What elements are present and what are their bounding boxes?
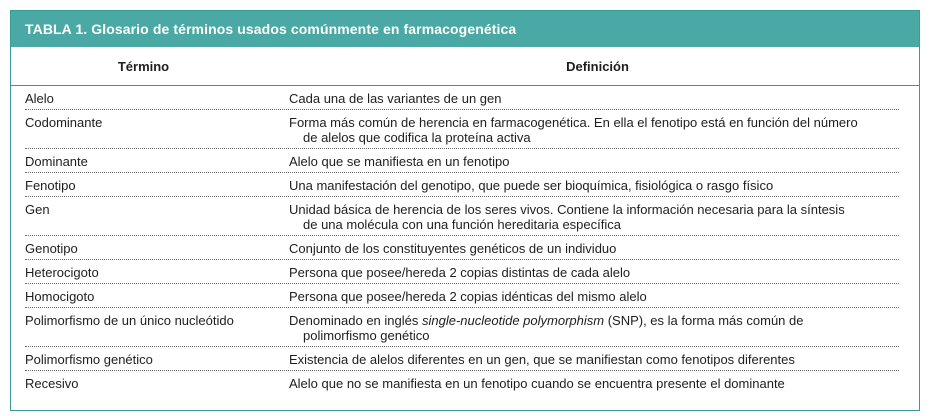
definition-cell — [289, 313, 899, 343]
definition-continuation: de alelos que codifica la proteína activa — [303, 130, 531, 145]
definition-text: Forma más común de herencia en farmacogenética. En ella el fenotipo está en función del número — [289, 115, 858, 130]
glossary-table — [10, 10, 920, 411]
term-cell: Heterocigoto — [25, 265, 99, 280]
term-cell: Recesivo — [25, 376, 79, 391]
definition-text: Denominado en inglés — [289, 313, 422, 328]
definition-continuation: de una molécula con una función hereditaria específica — [303, 217, 621, 232]
definition-text: Alelo que no se manifiesta en un fenotipo cuando se encuentra presente el dominante — [289, 376, 785, 391]
table-row — [25, 308, 899, 347]
definition-italic-term: single-nucleotide polymorphism — [421, 313, 605, 328]
definition-text: Conjunto de los constituyentes genéticos de un individuo — [289, 241, 617, 256]
definition-cell — [289, 115, 899, 145]
table-row — [25, 284, 899, 308]
definition-cell — [289, 289, 899, 304]
term-cell: Alelo — [25, 91, 54, 106]
table-row — [25, 347, 899, 371]
table-row — [25, 173, 899, 197]
definition-text: (SNP), es la forma más común de — [604, 313, 804, 328]
table-row — [25, 197, 899, 236]
table-body — [11, 86, 919, 394]
table-row — [25, 371, 899, 394]
table-row — [25, 86, 899, 110]
term-cell: Genotipo — [25, 241, 78, 256]
term-cell: Gen — [25, 202, 50, 217]
definition-cell — [289, 352, 899, 367]
term-cell: Polimorfismo de un único nucleótido — [25, 313, 234, 328]
definition-text: Una manifestación del genotipo, que puede ser bioquímica, fisiológica o rasgo físico — [289, 178, 774, 193]
term-cell: Homocigoto — [25, 289, 95, 304]
term-cell: Polimorfismo genético — [25, 352, 153, 367]
table-row — [25, 236, 899, 260]
definition-cell — [289, 154, 899, 169]
definition-text: Persona que posee/hereda 2 copias idénticas del mismo alelo — [289, 289, 647, 304]
definition-text: Unidad básica de herencia de los seres vivos. Contiene la información necesaria para la síntesis — [289, 202, 845, 217]
table-title: TABLA 1. Glosario de términos usados comúnmente en farmacogenética — [11, 11, 919, 47]
table-row — [25, 110, 899, 149]
definition-cell — [289, 91, 899, 106]
definition-text: Alelo que se manifiesta en un fenotipo — [289, 154, 510, 169]
definition-cell — [289, 376, 899, 391]
term-cell: Dominante — [25, 154, 88, 169]
definition-text: Cada una de las variantes de un gen — [289, 91, 502, 106]
table-header — [11, 47, 919, 86]
definition-text: Existencia de alelos diferentes en un gen, que se manifiestan como fenotipos diferentes — [289, 352, 795, 367]
definition-cell — [289, 265, 899, 280]
table-row — [25, 149, 899, 173]
definition-cell — [289, 202, 899, 232]
term-cell: Fenotipo — [25, 178, 76, 193]
definition-cell — [289, 241, 899, 256]
definition-column-header: Definición — [566, 58, 629, 74]
definition-continuation: polimorfismo genético — [303, 328, 430, 343]
table-row — [25, 260, 899, 284]
term-column-header: Término — [117, 58, 170, 74]
definition-text: Persona que posee/hereda 2 copias distintas de cada alelo — [289, 265, 631, 280]
term-cell: Codominante — [25, 115, 103, 130]
definition-cell — [289, 178, 899, 193]
